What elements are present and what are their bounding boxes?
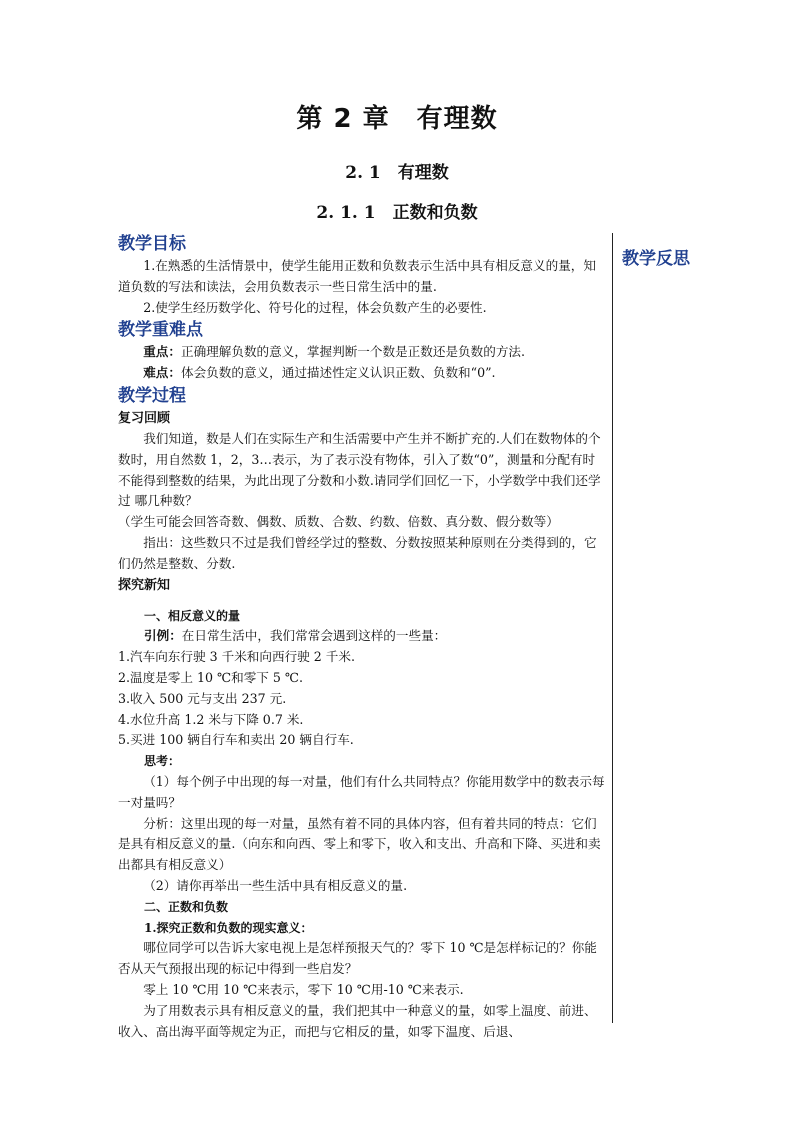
key-point (118, 342, 606, 363)
subtopic-1: 1.探究正数和负数的现实意义： (144, 920, 313, 935)
subsection-title: 2. 1. 1 正数和负数 (316, 203, 478, 223)
question-2: （2）请你再举出一些生活中具有相反意义的量. (143, 877, 408, 893)
chapter-title: 第 2 章 有理数 (296, 104, 498, 134)
difficulty-point (118, 363, 606, 384)
list-item: 2.温度是零上 10 ℃和零下 5 ℃. (118, 669, 303, 685)
reflection-heading: 教学反思 (622, 249, 690, 269)
review-paragraph-2: （学生可能会回答奇数、偶数、质数、合数、约数、倍数、真分数、假分数等） (118, 514, 559, 530)
example-label: 引例： (144, 628, 182, 644)
list-item: 4.水位升高 1.2 米与下降 0.7 米. (118, 711, 304, 727)
list-item: 5.买进 100 辆自行车和卖出 20 辆自行车. (118, 732, 354, 748)
difficulty-text: 体会负数的意义，通过描述性定义认识正数、负数和“0”. (180, 365, 496, 381)
goals-heading: 教学目标 (118, 234, 186, 254)
goal-item-1: 1.在熟悉的生活情景中，使学生能用正数和负数表示生活中具有相反意义的量，知道负数的写法和读法，会用负数表示一些日常生活中的量. (118, 258, 596, 294)
temperature-paragraph: 零上 10 ℃用 10 ℃来表示，零下 10 ℃用-10 ℃来表示. (143, 981, 464, 997)
list-item: 1.汽车向东行驶 3 千米和向西行驶 2 千米. (118, 649, 355, 665)
example-text: 在日常生活中，我们常常会遇到这样的一些量： (181, 628, 447, 644)
analysis-paragraph: 分析：这里出现的每一对量，虽然有着不同的具体内容，但有着共同的特点：它们是具有相反意义的量.（向东和向西、零上和零下，收入和支出、升高和下降、买进和卖出都具有相反意义） (118, 815, 601, 873)
main-content (118, 232, 606, 1042)
think-label: 思考： (144, 754, 181, 769)
example-intro (118, 626, 606, 647)
key-points-heading: 教学重难点 (118, 320, 203, 341)
column-divider (612, 233, 613, 1023)
key-text: 正确理解负数的意义，掌握判断一个数是正数还是负数的方法. (180, 344, 526, 360)
goal-item-2: 2.使学生经历数学化、符号化的过程，体会负数产生的必要性. (143, 299, 487, 315)
list-item: 3.收入 500 元与支出 237 元. (118, 690, 287, 706)
definition-paragraph: 为了用数表示具有相反意义的量，我们把其中一种意义的量，如零上温度、前进、收入、高出海平面等规定为正，而把与它相反的量，如零下温度、后退、 (118, 1002, 597, 1039)
process-heading: 教学过程 (118, 385, 186, 406)
explore-heading: 探究新知 (118, 577, 171, 593)
review-paragraph-3: 指出：这些数只不过是我们曾经学过的整数、分数按照某种原则在分类得到的，它们仍然是整数、分数. (118, 534, 597, 571)
difficulty-label: 难点： (143, 365, 181, 381)
weather-paragraph: 哪位同学可以告诉大家电视上是怎样预报天气的？零下 10 ℃是怎样标记的？你能否从天气预报出现的标记中得到一些启发？ (118, 940, 597, 977)
review-heading: 复习回顾 (118, 410, 171, 426)
question-1: （1）每个例子中出现的每一对量，他们有什么共同特点？你能用数学中的数表示每一对量吗？ (118, 773, 605, 810)
part1-title: 一、相反意义的量 (144, 608, 241, 623)
part2-title: 二、正数和负数 (144, 899, 229, 914)
key-label: 重点： (143, 344, 181, 360)
section-title: 2. 1 有理数 (345, 163, 449, 183)
review-paragraph-1: 我们知道，数是人们在实际生产和生活需要中产生并不断扩充的.人们在数物体的个数时，用自然数 1，2，3…表示，为了表示没有物体，引入了数“0”，测量和分配有时不能得到整数的结果，为此出现了分数和小数.请同学们回忆一下，小学数学中我们还学过 哪几种数？ (118, 430, 601, 509)
